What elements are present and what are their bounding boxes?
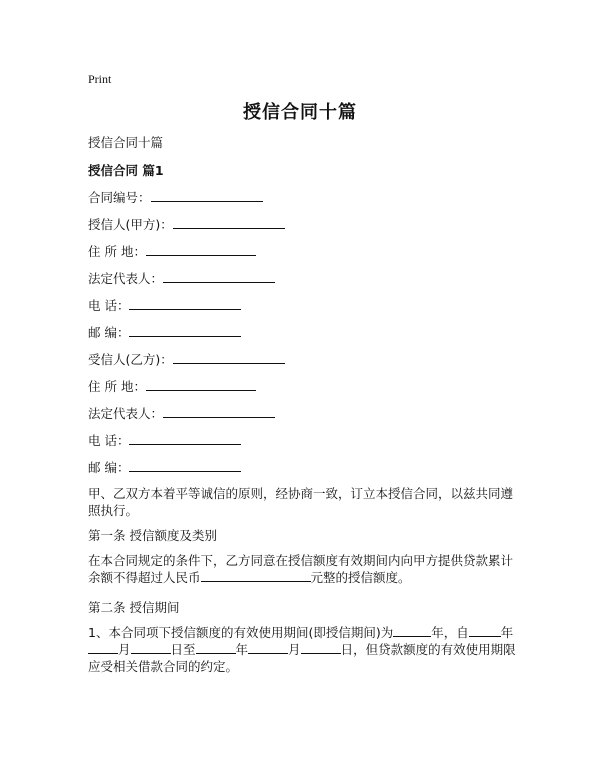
field-label: 电 话： [88,433,130,448]
field-grantor-address [88,242,256,260]
blank-line [146,243,256,256]
article-2-text: 年 [500,625,514,640]
blank-line [163,405,275,418]
blank-line [151,189,263,202]
field-label: 住 所 地： [88,244,146,259]
article-2-text: 年，自 [431,625,469,640]
blank-line [146,378,256,391]
blank-line [248,642,288,654]
blank-line [129,459,241,472]
field-label: 邮 编： [88,460,130,475]
blank-line [196,642,236,654]
field-contract-no [88,188,263,206]
blank-line [393,625,431,637]
article-2-paragraph [88,624,518,675]
field-label: 法定代表人： [88,406,164,421]
article-1-title: 第一条 授信额度及类别 [88,528,217,543]
blank-line [129,324,241,337]
article-1-paragraph [88,552,518,586]
document-subtitle: 授信合同十篇 [88,135,164,150]
blank-line [173,216,285,229]
field-grantee-post [88,458,241,476]
article-1-text: 元整的授信额度。 [310,570,411,585]
document-title: 授信合同十篇 [243,102,357,123]
field-grantee-rep [88,404,275,422]
blank-line [163,270,275,283]
article-1-text: 在本合同规定的条件下，乙方同意在授信额度有效期间内向甲方提供贷款累计余额不得超过人民币 [88,553,514,585]
field-grantor-rep [88,269,275,287]
field-grantor-post [88,323,241,341]
field-label: 授信人(甲方)： [88,217,173,232]
field-label: 合同编号： [88,190,151,205]
print-link[interactable]: Print [88,72,112,86]
article-2-text: 日至 [170,642,196,657]
blank-line [301,642,341,654]
article-2-text: 日，但贷款额度的有效使用期限应受相关借款合同的约定。 [88,642,516,674]
blank-line [201,570,311,582]
field-label: 住 所 地： [88,379,146,394]
blank-line [469,625,501,637]
article-2-text: 1、本合同项下授信额度的有效使用期间(即授信期间)为 [88,625,394,640]
blank-line [173,351,285,364]
field-label: 邮 编： [88,325,130,340]
blank-line [88,642,118,654]
preamble-paragraph: 甲、乙双方本着平等诚信的原则，经协商一致，订立本授信合同，以兹共同遵照执行。 [88,486,514,518]
article-2-title: 第二条 授信期间 [88,600,180,615]
blank-line [131,642,171,654]
field-label: 电 话： [88,298,130,313]
field-grantee-address [88,377,256,395]
blank-line [129,297,241,310]
section-heading: 授信合同 篇1 [88,163,164,178]
field-label: 受信人(乙方)： [88,352,173,367]
article-2-text: 月 [118,642,131,657]
field-label: 法定代表人： [88,271,164,286]
blank-line [129,432,241,445]
article-2-text: 年 [235,642,249,657]
field-grantor [88,215,285,233]
field-grantee-phone [88,431,241,449]
article-2-text: 月 [288,642,301,657]
field-grantor-phone [88,296,241,314]
field-grantee [88,350,285,368]
